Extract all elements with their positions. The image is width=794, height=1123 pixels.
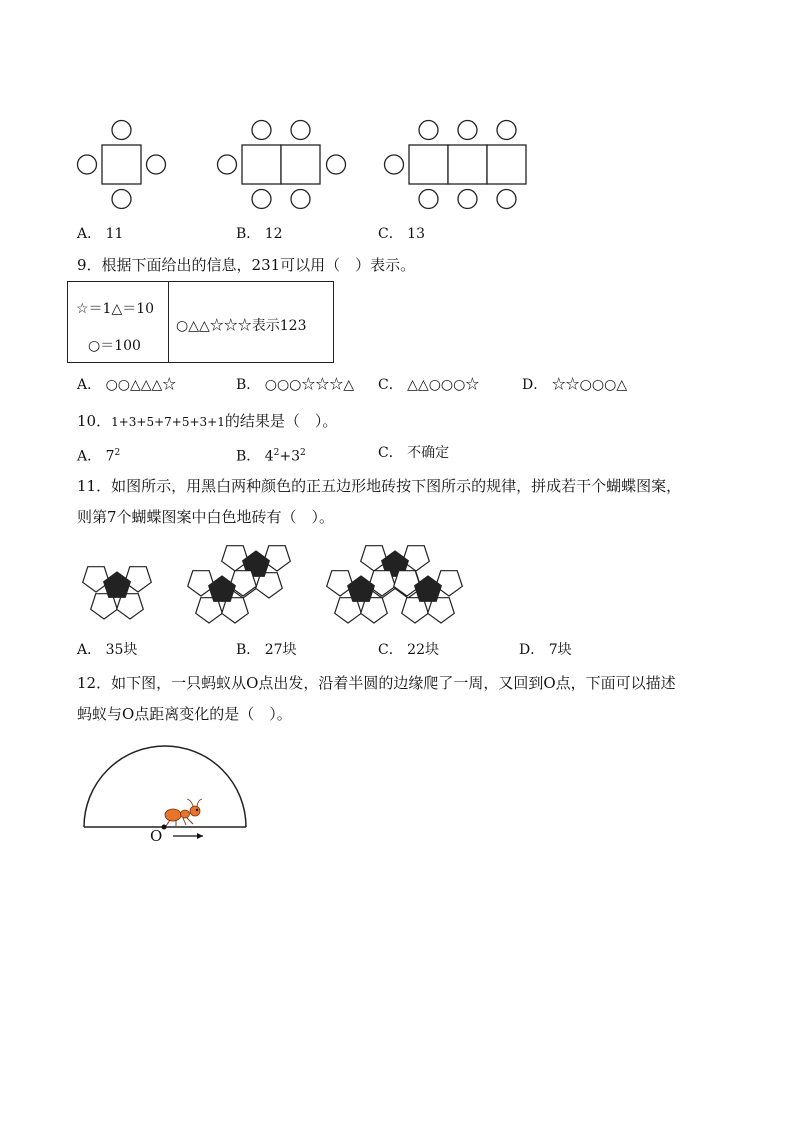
direction-arrow	[173, 833, 203, 839]
q8-option-c: C． 13	[378, 226, 425, 242]
info-example: ○△△☆☆☆表示123	[176, 318, 307, 334]
q10-stem: 10．1+3+5+7+5+3+1的结果是（ ）。	[77, 412, 338, 430]
q10-expression: 1+3+5+7+5+3+1	[111, 415, 225, 429]
q11-stem-line-1: 11．如图所示，用黑白两种颜色的正五边形地砖按下图所示的规律，拼成若干个蝴蝶图案，	[77, 477, 682, 495]
q9-option-a: A． ○○△△△☆	[77, 377, 177, 393]
info-rule-2: ○＝100	[88, 338, 141, 354]
info-rule-1: ☆＝1△＝10	[76, 301, 155, 317]
q12-stem-line-1: 12．如下图，一只蚂蚁从O点出发，沿着半圆的边缘爬了一周，又回到O点，下面可以描述	[77, 674, 676, 692]
q10-option-b: B． $4^2+3^2$	[236, 448, 306, 465]
q11-option-c: C． 22块	[378, 642, 439, 658]
q8-option-b: B． 12	[236, 226, 283, 242]
q9-option-c: C． △△○○○☆	[378, 377, 480, 393]
q10-option-c: C． 不确定	[378, 445, 450, 461]
q11-option-a: A． 35块	[77, 642, 138, 658]
q9-option-b: B． ○○○☆☆☆△	[236, 377, 355, 393]
q11-stem-line-2: 则第7个蝴蝶图案中白色地砖有（ ）。	[77, 508, 335, 526]
point-o-label: O	[150, 827, 163, 845]
q11-option-b: B． 27块	[236, 642, 297, 658]
q12-stem-line-2: 蚂蚁与O点距离变化的是（ ）。	[77, 705, 292, 723]
ant-icon	[165, 799, 202, 826]
q9-stem: 9．根据下面给出的信息，231可以用（ ）表示。	[77, 256, 416, 274]
q8-option-a: A． 11	[77, 226, 124, 242]
q10-option-a: A． $7^2$	[77, 448, 121, 465]
q11-option-d: D． 7块	[519, 642, 572, 658]
q9-option-d: D． ☆☆○○○△	[522, 377, 628, 393]
